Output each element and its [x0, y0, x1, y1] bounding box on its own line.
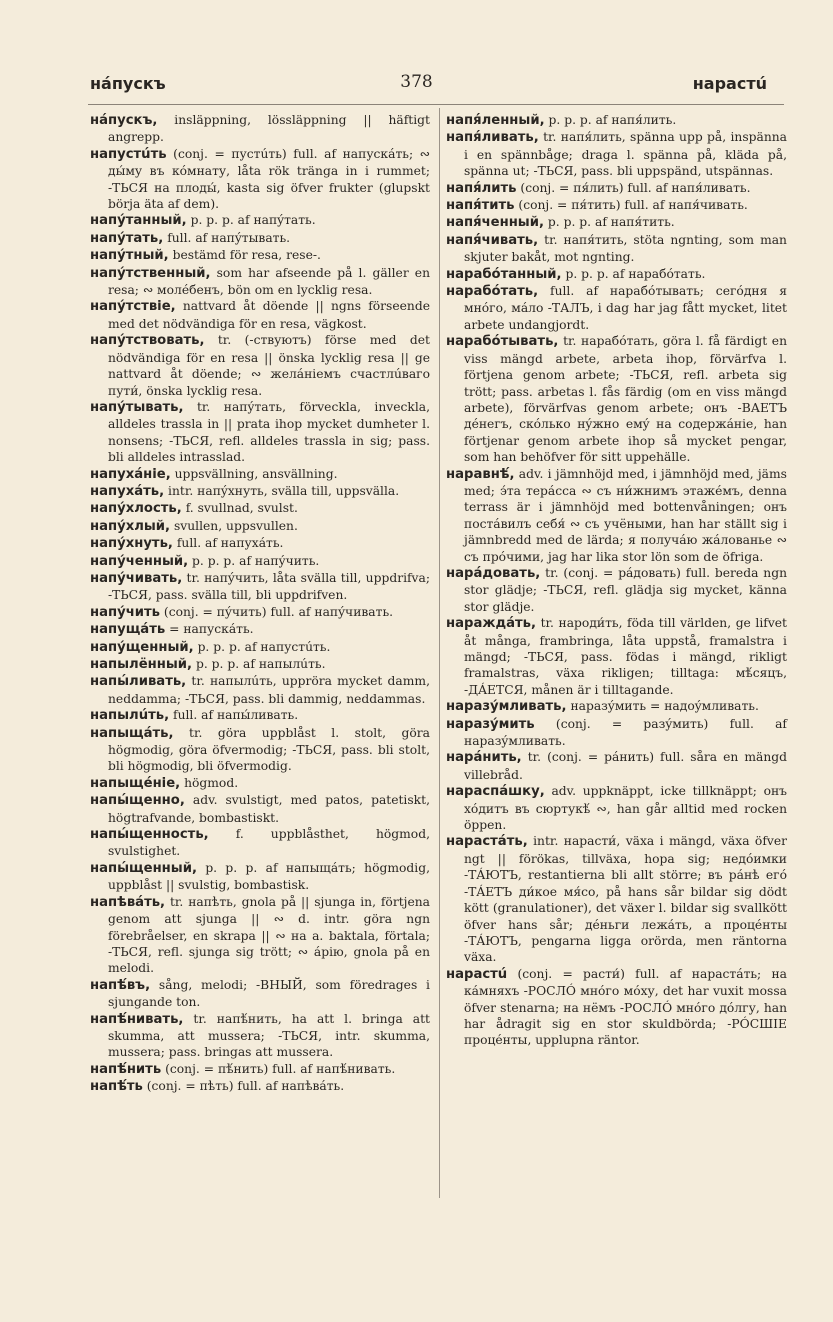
entry-headword: наравнѣ́,	[446, 466, 515, 482]
dictionary-entry	[446, 129, 787, 179]
dictionary-entry	[446, 716, 787, 750]
dictionary-entry	[90, 535, 430, 552]
dictionary-entry	[90, 298, 430, 332]
dictionary-entry	[90, 621, 430, 638]
entry-definition: nattvard åt döende || ngns förseende med det nödvändiga för en resa, vägkost.	[108, 299, 430, 331]
entry-definition: tr. нарабóтать, göra l. få färdigt en viss mängd arbete, arbeta ihop, förvärfva l. förtjena genom arbete; -ТЬСЯ, refl. arbeta sig trött; pass. arbetas l. fås färdig (om en viss mängd arbete), förvärfvas genom arbete; онъ -ВАЕТЪ дéнегъ, скóлько нýжно емý на содержáніе, han förtjenar genom arbete ihop så mycket pengar, som han behöfver för sitt uppehälle.	[464, 334, 787, 465]
dictionary-entry	[90, 656, 430, 673]
entry-headword: напы́щенность,	[90, 827, 209, 843]
entry-definition: full. af напы́ливать.	[173, 708, 299, 723]
entry-headword: напýхлость,	[90, 501, 182, 517]
entry-headword: напухáть,	[90, 483, 165, 499]
dictionary-entry	[90, 265, 430, 299]
entry-definition: tr. напѣть, gnola på || sjunga in, förtjena genom att sjunga || ∾ d. intr. göra ngn förebråelser, en skrapa || ∾ на a. baktala, förtala; -ТЬСЯ, refl. sjunga sig trött; ∾ áрію, gnola på en melodi.	[108, 894, 430, 976]
entry-headword: напылённый,	[90, 657, 193, 672]
entry-headword: напýщенный,	[90, 639, 194, 655]
dictionary-entry	[90, 570, 430, 604]
dictionary-entry	[90, 775, 430, 792]
dictionary-entry	[446, 180, 787, 197]
dictionary-entry	[90, 230, 430, 247]
dictionary-entry	[446, 466, 787, 565]
entry-definition: (conj. = пя́тить) full. af напя́чивать.	[518, 198, 748, 213]
entry-headword: напѣ́нить	[90, 1061, 162, 1077]
entry-definition: p. p. p. af напя́тить.	[547, 215, 675, 230]
column-divider	[439, 108, 440, 1198]
entry-headword: напя́ленный,	[446, 113, 545, 128]
entry-definition: tr. напылúть, uppröra mycket damm, neddamma; -ТЬСЯ, pass. bli dammig, neddammas.	[108, 674, 430, 706]
entry-definition: p. p. p. af напýтать.	[190, 213, 316, 228]
entry-headword: напýтный,	[90, 248, 169, 264]
entry-headword: нарабóтать,	[446, 284, 539, 300]
entry-headword: напýченный,	[90, 553, 189, 569]
dictionary-entry	[90, 553, 430, 570]
dictionary-entry	[90, 332, 430, 399]
dictionary-entry	[90, 977, 430, 1011]
entry-definition: tr. göra uppblåst l. stolt, göra högmodig, göra öfvermodig; -ТЬСЯ, pass. bli stolt, bli högmodig, bli öfvermodig.	[108, 725, 430, 774]
left-running-head: нáпускъ	[90, 74, 166, 93]
dictionary-entry	[446, 266, 787, 283]
entry-headword: напýтствовать,	[90, 333, 205, 349]
entry-definition: f. uppblåsthet, högmod, svulstighet.	[108, 827, 430, 859]
dictionary-entry	[446, 333, 787, 465]
entry-headword: напы́щенный,	[90, 860, 197, 876]
entry-headword: наразýмить	[446, 716, 535, 732]
entry-headword: нарастáть,	[446, 834, 528, 850]
entry-definition: svullen, uppsvullen.	[173, 518, 298, 533]
entry-headword: напя́тить	[446, 198, 515, 214]
entry-definition: tr. напя́лить, spänna upp på, inspänna i en spännbåge; draga l. spänna på, kläda på, spänna ut; -ТЬСЯ, pass. bli uppspänd, utspännas.	[464, 130, 787, 179]
entry-definition: tr. напýтать, förveckla, inveckla, alldeles trassla in || prata ihop mycket dumheter l. nonsens; -ТЬСЯ, refl. alldeles trassla in sig; pass. bli alldeles intrasslad.	[108, 399, 430, 465]
entry-headword: напы́щенно,	[90, 793, 185, 809]
dictionary-entry	[90, 860, 430, 894]
entry-definition: uppsvällning, ansvällning.	[174, 466, 338, 481]
entry-definition: adv. i jämnhöjd med, i jämnhöjd med, jäms med; э́та терáсса ∾ съ ни́жнимъ этажéмъ, denna terrass är i jämnhöjd med bottenvåningen; онъ постáвилъ себя́ ∾ съ учёными, han har ställt sig i jämnbredd med de lärda; я получáю жáлованье ∾ съ прóчими, jag har lika stor lön som de öfriga.	[464, 466, 787, 564]
entry-definition: intr. нарасти́, växa i mängd, växa öfver ngt || förökas, tillväxa, hopa sig; недóимки -ТÁЮТЪ, restantierna bli allt större; въ рáнѣ егó -ТÁЕТЪ ди́кое мя́со, på hans sår bildar sig dödt kött (granulationer), det växer l. bildar sig svallkött öfver hans sår; дéньги лежáть, а процéнты -ТÁЮТЪ, pengarna ligga orörda, men räntorna växa.	[464, 834, 787, 965]
dictionary-entry	[90, 894, 430, 977]
dictionary-entry	[446, 966, 787, 1049]
entry-headword: напýхнуть,	[90, 536, 173, 552]
entry-definition: full. af напýтывать.	[167, 230, 291, 245]
header-rule	[88, 104, 784, 105]
entry-headword: напя́чивать,	[446, 232, 539, 248]
entry-headword: напѣ́въ,	[90, 977, 151, 993]
entry-definition: tr. (conj. = рáдовать) full. bereda ngn stor glädje; -ТЬСЯ, refl. glädja sig mycket, känna stor glädje.	[464, 565, 787, 614]
entry-definition: sång, melodi; -ВНЫЙ, som föredrages i sjungande ton.	[108, 977, 430, 1010]
entry-headword: напыщáть,	[90, 725, 174, 741]
entry-definition: (conj. = пýчить) full. af напýчивать.	[163, 604, 394, 619]
entry-headword: напя́ченный,	[446, 215, 544, 231]
entry-definition: p. p. p. af напустúть.	[197, 639, 331, 654]
dictionary-entry	[90, 707, 430, 724]
dictionary-entry	[446, 214, 787, 231]
dictionary-entry	[446, 783, 787, 833]
dictionary-entry	[446, 749, 787, 783]
dictionary-entry	[90, 725, 430, 775]
dictionary-entry	[90, 792, 430, 826]
dictionary-entry	[90, 399, 430, 466]
entry-definition: tr. (conj. = рáнить) full. såra en mängd villebråd.	[464, 750, 787, 782]
entry-headword: нáпускъ,	[90, 113, 158, 128]
entry-headword: напýчивать,	[90, 570, 183, 586]
dictionary-entry	[446, 833, 787, 965]
entry-definition: p. p. p. af нарабóтать.	[565, 266, 706, 281]
entry-headword: напýчить	[90, 604, 160, 620]
entry-definition: bestämd för resa, rese-.	[172, 248, 321, 263]
dictionary-entry	[446, 283, 787, 333]
entry-definition: p. p. p. af напýчить.	[192, 553, 320, 568]
entry-headword: напущáть	[90, 622, 166, 638]
entry-definition: tr. (-ствуютъ) förse med det nödvändiga för en resa || önska lycklig resa || ge nattvard åt döende; ∾ желáніемъ счастлúваго пути́, önska lycklig resa.	[108, 333, 430, 398]
dictionary-entry	[90, 247, 430, 264]
entry-definition: (conj. = пѣ́нить) full. af напѣ́нивать.	[165, 1061, 396, 1076]
entry-headword: нараждáть,	[446, 616, 537, 632]
dictionary-entry	[90, 604, 430, 621]
entry-headword: напылúть,	[90, 708, 170, 724]
dictionary-entry	[90, 1078, 430, 1095]
entry-headword: напѣ́нивать,	[90, 1011, 184, 1027]
entry-headword: напухáніе,	[90, 466, 171, 482]
entry-headword: напѣ́ть	[90, 1079, 143, 1095]
entry-headword: нарáнить,	[446, 750, 522, 766]
dictionary-entry	[446, 197, 787, 214]
right-column	[446, 112, 787, 1049]
dictionary-entry	[90, 1011, 430, 1061]
entry-headword: нарабóтывать,	[446, 334, 559, 350]
page-number: 378	[400, 72, 433, 92]
entry-headword: нараспáшку,	[446, 784, 545, 800]
dictionary-entry	[90, 500, 430, 517]
dictionary-entry	[90, 212, 430, 229]
dictionary-entry	[446, 232, 787, 266]
entry-definition: p. p. p. af напя́лить.	[548, 113, 677, 127]
entry-headword: напѣвáть,	[90, 894, 166, 910]
entry-definition: tr. напýчить, låta svälla till, uppdrifva; -ТЬСЯ, pass. svälla till, bli uppdrifven.	[108, 570, 430, 603]
dictionary-entry	[90, 466, 430, 483]
dictionary-entry	[90, 639, 430, 656]
right-running-head: нарастú	[692, 74, 767, 93]
dictionary-entry	[90, 518, 430, 535]
entry-definition: full. af напухáть.	[176, 536, 284, 551]
entry-definition: intr. напýхнуть, svälla till, uppsvälla.	[168, 483, 400, 498]
entry-headword: напýтывать,	[90, 399, 184, 415]
dictionary-entry	[446, 698, 787, 715]
entry-definition: adv. svulstigt, med patos, patetiskt, högtrafvande, bombastiskt.	[108, 793, 430, 825]
entry-definition: adv. uppknäppt, icke tillknäppt; онъ хóдитъ въ сюртукѣ́ ∾, han går alltid med rocken öppen.	[464, 784, 787, 833]
dictionary-entry	[446, 565, 787, 615]
entry-definition: tr. народи́ть, föda till världen, ge lifvet åt många, frambringa, låta uppstå, framalstra i mängd; -ТЬСЯ, pass. födas i mängd, rikligt framalstras, växa rikligen; tilltaga: мѣ́сяцъ, -ДÁЕТСЯ, månen är i tilltagande.	[464, 616, 787, 697]
entry-headword: наразýмливать,	[446, 699, 567, 715]
entry-definition: full. af нарабóтывать; сегóдня я мнóго, мáло -ТАЛЪ, i dag har jag fått mycket, litet arbete undangjordt.	[464, 284, 787, 332]
dictionary-entry	[90, 826, 430, 860]
entry-headword: напýтствіе,	[90, 299, 176, 315]
entry-headword: напыщéніе,	[90, 775, 181, 791]
entry-definition: (conj. = разýмить) full. af наразýмливать.	[464, 716, 787, 749]
dictionary-entry	[446, 112, 787, 129]
entry-headword: нарастú	[446, 966, 508, 982]
entry-definition: högmod.	[184, 775, 239, 790]
entry-definition: tr. напя́тить, stöta ngnting, som man skjuter bakåt, mot ngnting.	[464, 232, 787, 265]
dictionary-entry	[90, 673, 430, 707]
dictionary-entry	[90, 112, 430, 146]
entry-headword: напы́ливать,	[90, 674, 187, 690]
entry-definition: p. p. p. af напыщáть; högmodig, uppblåst || svulstig, bombastisk.	[108, 860, 430, 893]
entry-headword: напя́ливать,	[446, 130, 539, 146]
entry-definition: (conj. = пустúть) full. af напускáть; ∾ ды́му въ кóмнату, låta rök tränga in i rummet; -ТЬСЯ на плоды́, kasta sig öfver frukter (glupskt börja äta af dem).	[108, 146, 430, 212]
dictionary-entry	[90, 1061, 430, 1078]
entry-definition: (conj. = пя́лить) full. af напя́ливать.	[520, 180, 751, 195]
entry-definition: insläppning, lössläppning || häftigt angrepp.	[108, 113, 430, 145]
entry-definition: = напускáть.	[169, 622, 254, 637]
dictionary-entry	[90, 146, 430, 213]
entry-definition: p. p. p. af напылúть.	[195, 657, 326, 671]
entry-headword: напýтанный,	[90, 213, 187, 229]
entry-headword: нарáдовать,	[446, 565, 541, 581]
entry-definition: tr. напѣ́нить, ha att l. bringa att skumma, att mussera; -ТЬСЯ, intr. skumma, mussera; pass. bringas att mussera.	[108, 1011, 430, 1060]
entry-definition: f. svullnad, svulst.	[185, 501, 298, 516]
entry-definition: (conj. = расти́) full. af нарастáть; на кáмняхъ -РОСЛÓ мнóго мóху, det har vuxit mossa öfver stenarna; на нёмъ -РОСЛÓ мнóго дóлгу, han har ådragit sig en stor skuldbörda; -РÓСШІЕ процéнты, upplupna räntor.	[464, 966, 787, 1048]
page-header	[0, 68, 833, 98]
dictionary-entry	[446, 615, 787, 698]
entry-headword: напя́лить	[446, 180, 517, 196]
entry-headword: напýтать,	[90, 230, 164, 246]
entry-headword: напýхлый,	[90, 518, 171, 534]
left-column	[90, 112, 430, 1096]
entry-definition: (conj. = пѣть) full. af напѣвáть.	[146, 1079, 345, 1094]
entry-headword: нарабóтанный,	[446, 266, 562, 282]
entry-headword: напýтственный,	[90, 265, 211, 281]
entry-definition: наразýмить = надоýмливать.	[570, 699, 759, 714]
entry-headword: напустúть	[90, 146, 167, 162]
dictionary-entry	[90, 483, 430, 500]
entry-definition: som har afseende på l. gäller en resa; ∾ молéбенъ, bön om en lycklig resa.	[108, 265, 430, 298]
